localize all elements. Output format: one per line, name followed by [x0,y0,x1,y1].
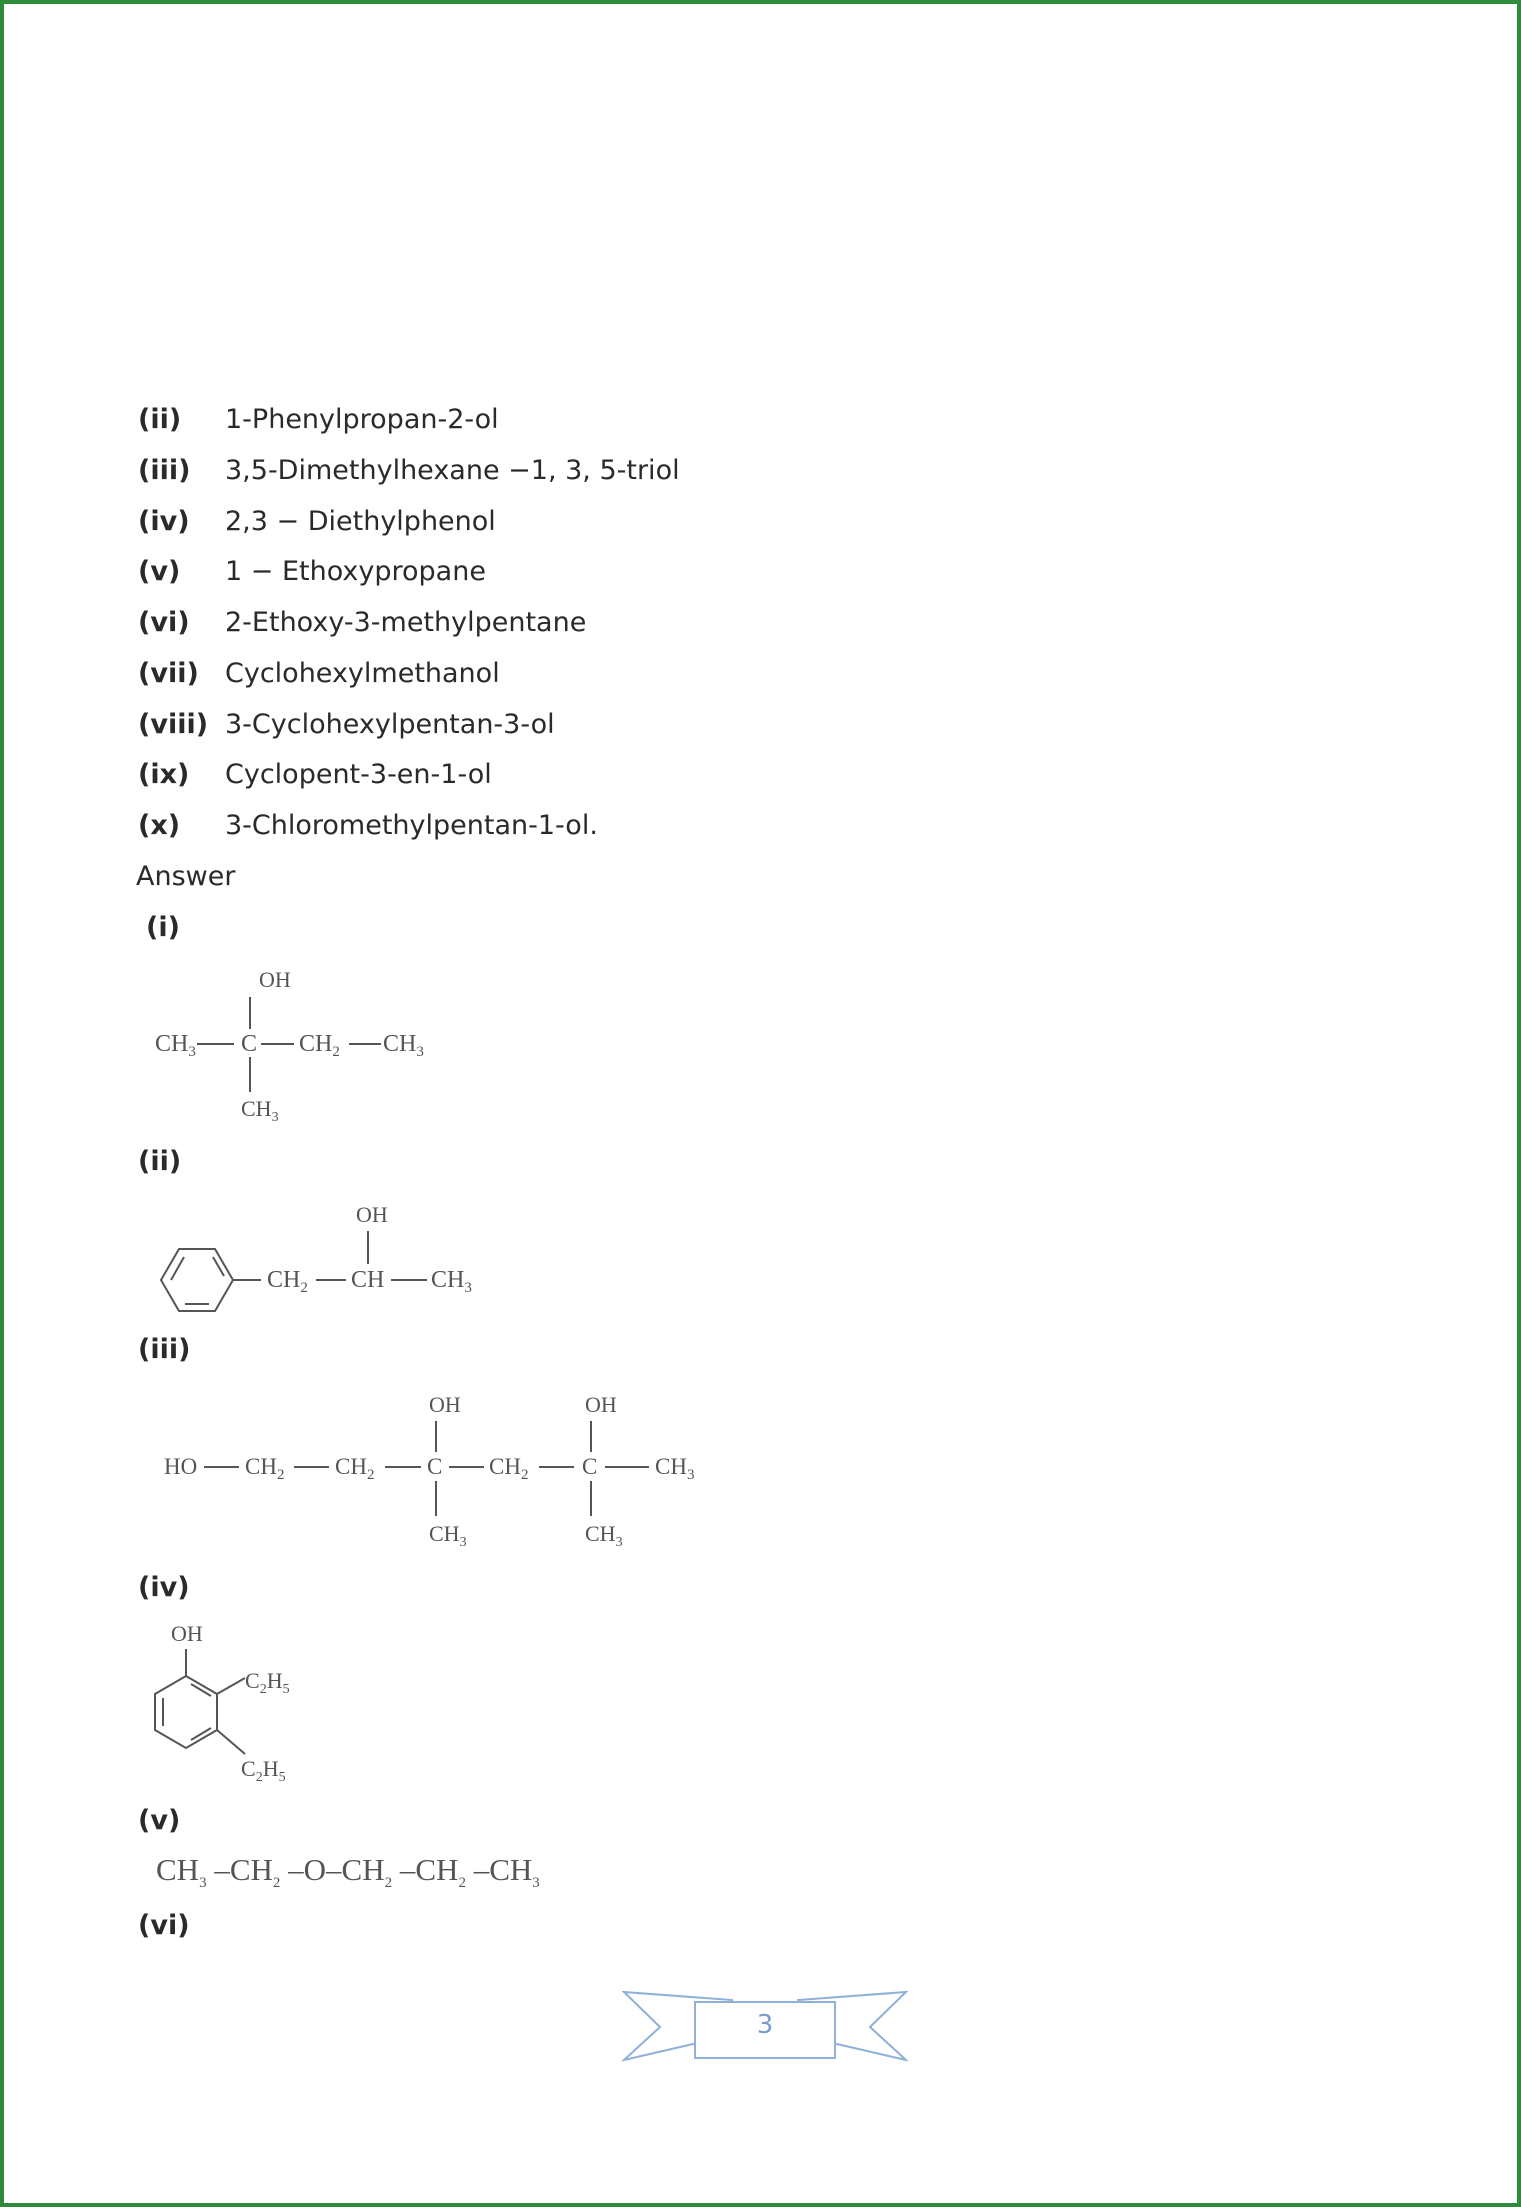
question-text: 3-Chloromethylpentan-1-ol. [225,810,598,841]
question-label: (iv) [138,506,190,537]
question-text: 2-Ethoxy-3-methylpentane [225,607,587,638]
svg-text:C: C [241,1031,258,1057]
question-label: (v) [138,556,181,587]
question-label: (vii) [138,658,199,689]
question-label: (viii) [138,709,209,740]
svg-text:CH3: $CH_3$ [585,1521,623,1550]
question-text: 1-Phenylpropan-2-ol [225,404,499,435]
answer-label: (vi) [138,1910,190,1941]
answer-label: (i) [146,912,180,943]
svg-text:CH2: $CH_2$ [267,1267,308,1296]
question-text: Cyclopent-3-en-1-ol [225,759,492,790]
svg-text:OH: OH [171,1621,203,1646]
svg-text:CH3: $CH_3$ [655,1454,695,1483]
answer-heading: Answer [136,861,236,892]
question-label: (iii) [138,455,191,486]
svg-text:CH2: $CH_2$ [245,1454,285,1483]
structure-iii [159,1384,719,1554]
answer-label: (iv) [138,1572,190,1603]
page-number: 3 [756,2010,774,2040]
formula-text: $CH_3$ $-CH_2$ $-O-CH_2$ $-CH_2$ $-CH_3$ [156,1852,540,1892]
page-number-ribbon [622,1990,908,2070]
question-label: (vi) [138,607,190,638]
structure-iv [139,1616,339,1796]
svg-text:OH: OH [585,1392,617,1417]
svg-text:CH: CH [351,1267,385,1293]
svg-text:HO: HO [164,1454,198,1479]
svg-text:CH3: $CH_3$ [429,1521,467,1550]
svg-text:CH3: $CH_3$ [241,1096,279,1125]
svg-text:C: C [582,1454,598,1479]
svg-text:CH3: $CH_3$ [383,1031,424,1060]
svg-text:CH2: $CH_2$ [489,1454,529,1483]
question-text: 1 − Ethoxypropane [225,556,486,587]
question-label: (ii) [138,404,182,435]
structure-ii [149,1194,489,1324]
answer-label: (ii) [138,1146,182,1177]
structure-i [149,959,449,1129]
answer-label: (iii) [138,1334,191,1365]
benzene-ring-icon [155,1676,217,1748]
svg-text:C: C [427,1454,443,1479]
structure-v [156,1852,540,1892]
svg-text:CH2: $CH_2$ [335,1454,375,1483]
svg-text:CH2: $CH_2$ [299,1031,340,1060]
svg-text:CH3: $CH_3$ [431,1267,472,1296]
question-text: 3,5-Dimethylhexane −1, 3, 5-triol [225,455,680,486]
svg-text:OH: OH [356,1202,388,1227]
svg-text:OH: OH [259,967,291,992]
question-label: (ix) [138,759,190,790]
question-text: 2,3 − Diethylphenol [225,506,496,537]
answer-label: (v) [138,1805,181,1836]
question-text: Cyclohexylmethanol [225,658,500,689]
question-label: (x) [138,810,181,841]
svg-text:OH: OH [429,1392,461,1417]
svg-text:C2H5: $C_2H_5$ [241,1756,286,1785]
svg-text:C2H5: $C_2H_5$ [245,1668,290,1697]
svg-text:CH3: $CH_3$ [155,1031,196,1060]
question-text: 3-Cyclohexylpentan-3-ol [225,709,555,740]
